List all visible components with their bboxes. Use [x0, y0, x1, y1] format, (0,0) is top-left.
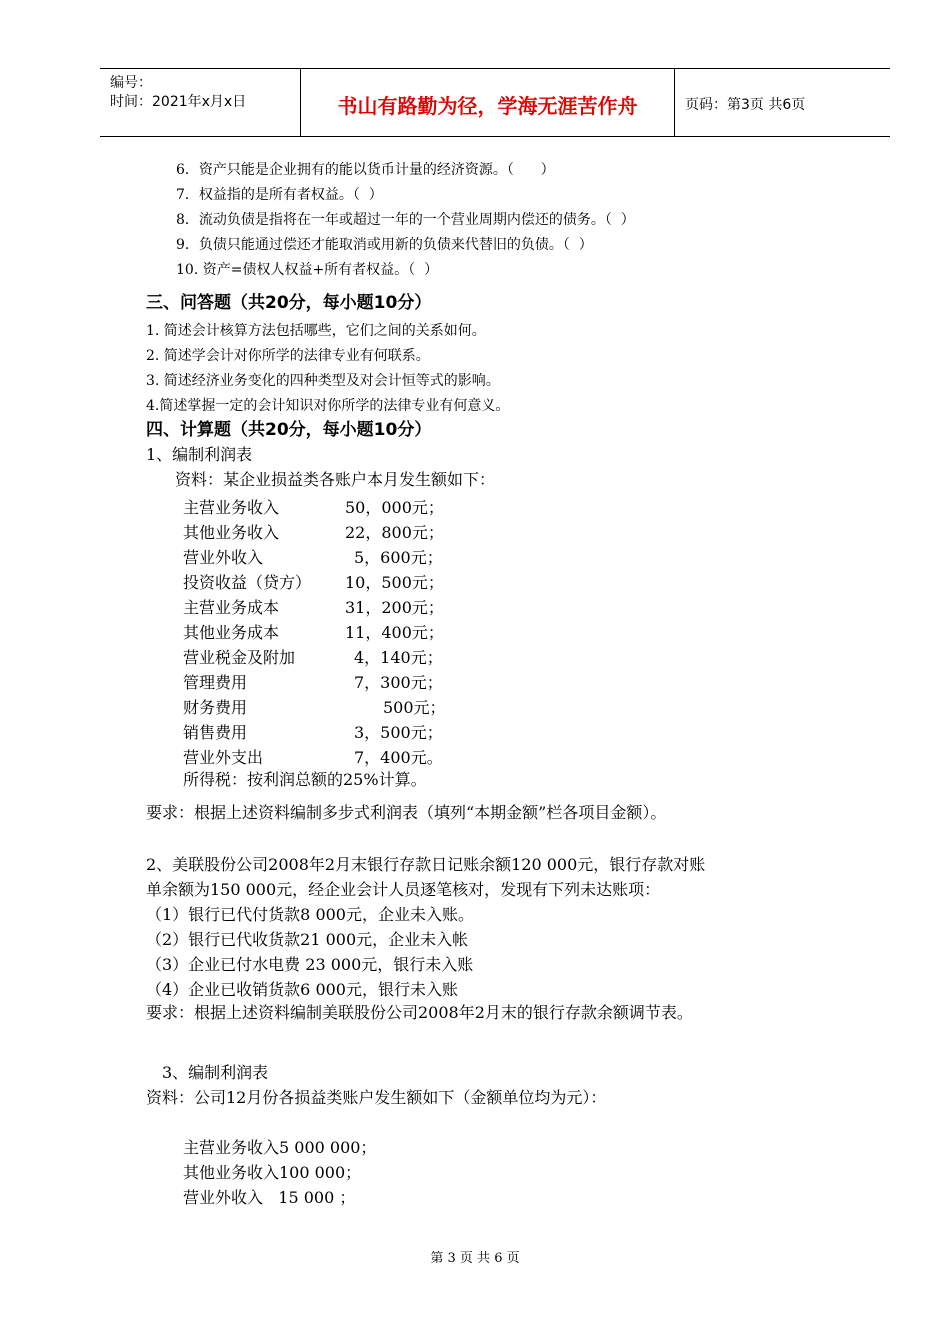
account-name: 营业税金及附加 — [183, 648, 296, 667]
judge-item: 6．资产只能是企业拥有的能以货币计量的经济资源。（ ） — [176, 162, 555, 178]
q2-item: （3）企业已付水电费 23 000元，银行未入账 — [146, 955, 474, 974]
account-name: 其他业务收入 — [183, 523, 280, 542]
q3-intro: 资料：公司12月份各损益类账户发生额如下（金额单位均为元）： — [146, 1088, 607, 1107]
date-label: 时间：2021年x月x日 — [110, 94, 247, 110]
q2-item: （2）银行已代收货款21 000元，企业未入帐 — [146, 930, 469, 949]
account-value: 22，800元； — [345, 523, 444, 542]
account-value: 3，500元； — [354, 723, 443, 742]
judge-item: 9．负债只能通过偿还才能取消或用新的负债来代替旧的负债。（ ） — [176, 237, 593, 253]
account-name: 主营业务收入 — [183, 498, 280, 517]
q2-text-line: 2、美联股份公司2008年2月末银行存款日记账余额120 000元，银行存款对账 — [146, 855, 706, 874]
account-name: 投资收益（贷方） — [183, 573, 312, 592]
serial-number-label: 编号： — [110, 75, 152, 91]
judge-item: 10. 资产=债权人权益+所有者权益。（ ） — [176, 262, 439, 278]
page-header — [100, 68, 890, 137]
section-3-title: 三、问答题（共20分，每小题10分） — [146, 293, 432, 313]
header-left-cell — [100, 69, 301, 136]
question-item: 2. 简述学会计对你所学的法律专业有何联系。 — [146, 348, 430, 364]
question-item: 3. 简述经济业务变化的四种类型及对会计恒等式的影响。 — [146, 373, 500, 389]
q3-item: 营业外收入 15 000 ； — [183, 1188, 356, 1207]
q2-requirement: 要求：根据上述资料编制美联股份公司2008年2月末的银行存款余额调节表。 — [146, 1003, 693, 1022]
section-4-title: 四、计算题（共20分，每小题10分） — [146, 420, 432, 440]
q2-item: （1）银行已代付货款8 000元，企业未入账。 — [146, 905, 474, 924]
account-value: 500元； — [383, 698, 446, 717]
account-value: 10，500元； — [345, 573, 444, 592]
q3-title: 3、编制利润表 — [162, 1063, 269, 1082]
account-value: 50，000元； — [345, 498, 444, 517]
q3-item: 其他业务收入100 000； — [183, 1163, 362, 1182]
account-value: 31，200元； — [345, 598, 444, 617]
account-name: 其他业务成本 — [183, 623, 280, 642]
account-value: 7，400元。 — [354, 748, 443, 767]
page-indicator: 页码：第3页 共6页 — [685, 97, 806, 113]
question-item: 4.简述掌握一定的会计知识对你所学的法律专业有何意义。 — [146, 398, 510, 414]
q1-intro: 资料：某企业损益类各账户本月发生额如下： — [175, 470, 496, 489]
header-motto: 书山有路勤为径，学海无涯苦作舟 — [337, 94, 638, 118]
q2-item: （4）企业已收销货款6 000元，银行未入账 — [146, 980, 458, 999]
q3-item: 主营业务收入5 000 000； — [183, 1138, 377, 1157]
page-footer: 第 3 页 共 6 页 — [430, 1251, 520, 1266]
account-name: 销售费用 — [183, 723, 248, 742]
account-name: 财务费用 — [183, 698, 248, 717]
q1-title: 1、编制利润表 — [146, 445, 253, 464]
account-name: 管理费用 — [183, 673, 248, 692]
account-value: 7，300元； — [354, 673, 443, 692]
account-name: 营业外支出 — [183, 748, 264, 767]
account-value: 4，140元； — [354, 648, 443, 667]
judge-item: 7．权益指的是所有者权益。（ ） — [176, 187, 383, 203]
q2-text-line: 单余额为150 000元，经企业会计人员逐笔核对，发现有下列未达账项： — [146, 880, 661, 899]
question-item: 1. 简述会计核算方法包括哪些，它们之间的关系如何。 — [146, 323, 486, 339]
account-name: 营业外收入 — [183, 548, 264, 567]
account-name: 主营业务成本 — [183, 598, 280, 617]
account-value: 5，600元； — [354, 548, 443, 567]
account-value: 11，400元； — [345, 623, 444, 642]
header-center-cell — [301, 69, 675, 136]
q1-tax-note: 所得税：按利润总额的25%计算。 — [183, 770, 427, 789]
header-right-cell — [675, 69, 890, 136]
judge-item: 8．流动负债是指将在一年或超过一年的一个营业周期内偿还的债务。（ ） — [176, 212, 635, 228]
q1-requirement: 要求：根据上述资料编制多步式利润表（填列“本期金额”栏各项目金额）。 — [146, 803, 667, 822]
